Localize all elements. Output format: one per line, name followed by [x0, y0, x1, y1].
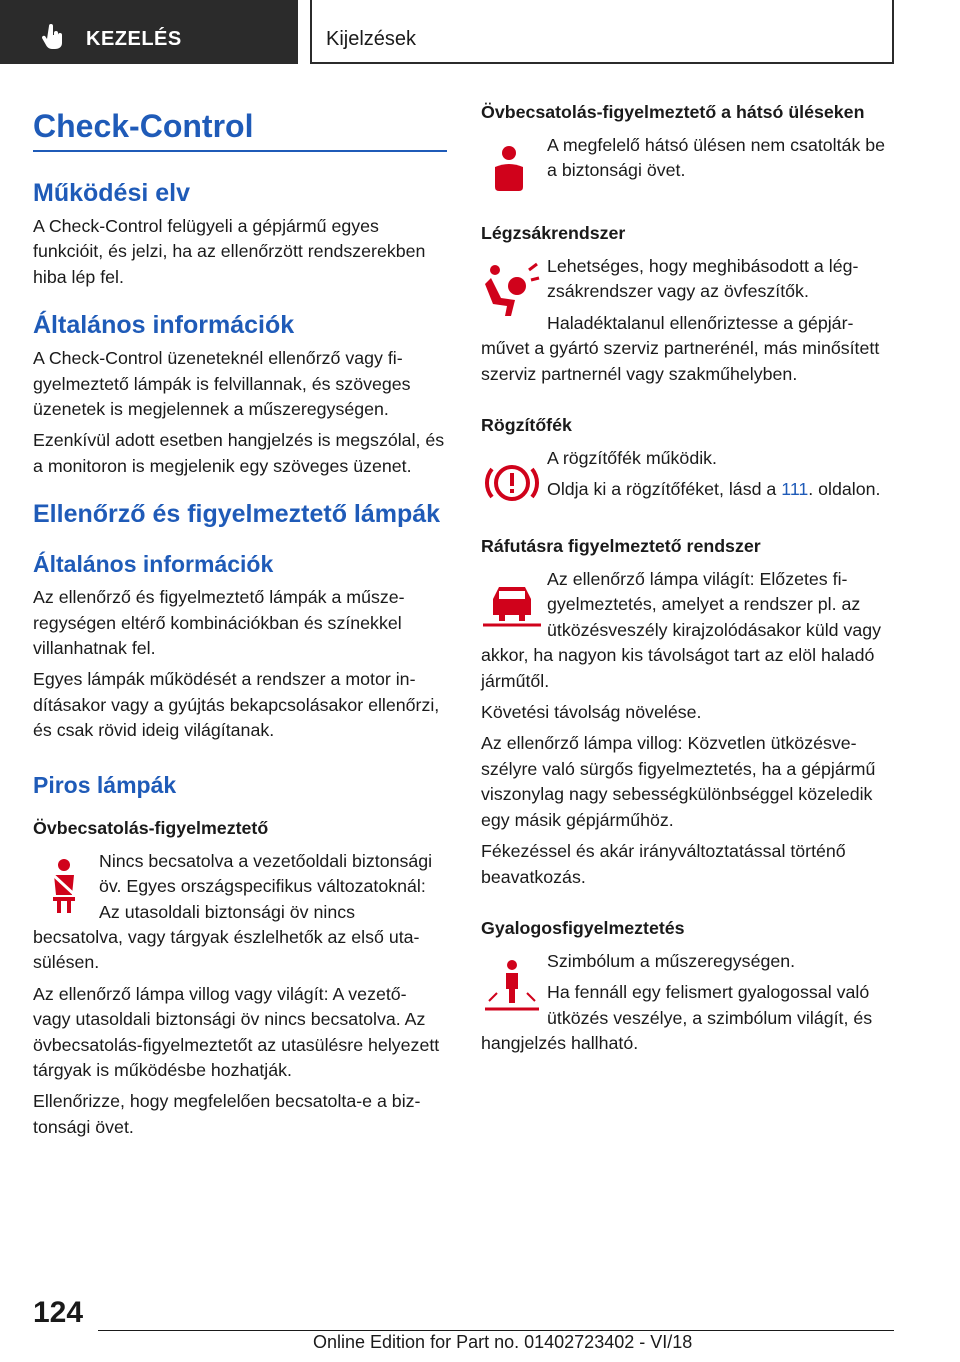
- title-rule: [33, 150, 447, 152]
- airbag-heading: Légzsákrendszer: [481, 223, 626, 243]
- section-heading-lamps: Ellenőrző és figyelmeztető lámpák: [33, 500, 441, 529]
- section-heading-general: Általános információk: [33, 311, 295, 340]
- collision-text-3: Az ellenőrző lámpa villog: Közvetlen ütközésveszélyre való sürgős figyelmeztetés, ha a gépjármű viszonylag nagy sebességkülönbséggel közeledik egy másik gépjárműhöz.: [481, 733, 876, 830]
- general-text-1: A Check-Control üzeneteknél ellenőrző vagy figyelmeztető lámpák is felvillannak, és szöveges üzenetek is megjelennek a műszeregységen.: [33, 348, 411, 420]
- airbag-text-1: Lehetséges, hogy meghibásodott a légzsákrendszer vagy az övfeszítők.: [547, 256, 859, 302]
- rear-belt-heading: Övbecsatolás-figyelmeztető a hátsó üléseken: [481, 102, 865, 122]
- brake-heading: Rögzítőfék: [481, 415, 572, 436]
- lamps-text-2: Egyes lámpák működését a rendszer a motor indításakor vagy a gyújtás bekapcsolásakor ellenőrzi, és csak rövid ideig világítanak.: [33, 669, 440, 741]
- collision-heading: Ráfutásra figyelmeztető rendszer: [481, 536, 761, 557]
- parking-brake-icon: [481, 452, 543, 514]
- subheading-red-lamps: Piros lámpák: [33, 771, 177, 798]
- rear-seat-person-icon: [481, 139, 543, 201]
- page-number: 124: [33, 1296, 84, 1329]
- section-tab[interactable]: [0, 0, 298, 64]
- rear-belt-text: A megfelelő hátsó ülésen nem csatolták be a biztonsági övet.: [547, 135, 886, 181]
- pedestrian-text-2: Ha fennáll egy felismert gyalogossal való ütközés veszélye, a szimbólum világít, és hangjelzés hallható.: [481, 982, 873, 1054]
- section-heading-principle: Működési elv: [33, 179, 190, 207]
- right-column: [481, 100, 891, 1063]
- hand-pointer-icon: [40, 24, 66, 50]
- general-text-2: Ezenkívül adott esetben hangjelzés is megszólal, és a monitoron is megjelenik egy szöveges üzenet.: [33, 430, 445, 476]
- collision-text-1: Az ellenőrző lámpa világít: Előzetes figyelmeztetés, amelyet a rendszer pl. az ütközésveszély kirajzolódásakor küld vagy akkor, ha nagyon kis távolságot tart az elöl haladó járműtől.: [481, 569, 882, 691]
- subheading-general: Általános információk: [33, 551, 274, 578]
- page-title: Check-Control: [33, 108, 254, 144]
- pedestrian-heading: Gyalogosfigyelmeztetés: [481, 917, 685, 938]
- pedestrian-warning-icon: [481, 955, 543, 1017]
- belt-text-2: Az ellenőrző lámpa villog vagy világít: A vezető- vagy utasoldali biztonsági öv nincs becsatolva. Az övbecsatolás-figyelmeztetőt az utasülésre helyezett tárgyak is működésbe hozhatják.: [33, 983, 440, 1080]
- chapter-tab-label: Kijelzések: [326, 28, 417, 50]
- brake-text-2: Oldja ki a rögzítőféket, lásd a 111. oldalon.: [547, 479, 881, 500]
- airbag-text-2: Haladéktalanul ellenőriztesse a gépjárművet a gyártó szerviz partnerénél, más minősített szerviz partnernél vagy szakműhelyben.: [481, 312, 880, 384]
- airbag-person-icon: [481, 260, 543, 322]
- lamps-text-1: Az ellenőrző és figyelmeztető lámpák a műszeregységen eltérő kombinációkban és színekkel villanhatnak fel.: [33, 587, 405, 659]
- belt-text: Nincs becsatolva a vezetőoldali biztonsági öv. Egyes országspecifikus változatoknál: Az utasoldali biztonsági öv nincs becsatolva, vagy tárgyak észlelhetők az első utasülésen.: [33, 850, 433, 973]
- belt-text-3: Ellenőrizze, hogy megfelelően becsatolta-e a biztonsági övet.: [33, 1091, 421, 1137]
- seatbelt-person-icon: [33, 855, 95, 917]
- footer-edition: Online Edition for Part no. 01402723402 - VI/18: [313, 1332, 693, 1352]
- belt-heading: Övbecsatolás-figyelmeztető: [33, 817, 269, 838]
- footer-rule: [98, 1330, 894, 1331]
- collision-text-4: Fékezéssel és akár irányváltoztatással történő beavatkozás.: [481, 841, 846, 887]
- section-tab-label: KEZELÉS: [86, 28, 182, 50]
- pedestrian-text-1: Szimbólum a műszeregységen.: [547, 950, 796, 971]
- chapter-tab[interactable]: [310, 0, 894, 64]
- brake-text-1: A rögzítőfék működik.: [547, 448, 717, 469]
- page-link[interactable]: 111: [781, 479, 809, 500]
- left-column: [33, 100, 447, 1146]
- car-front-warning-icon: [481, 573, 543, 635]
- collision-text-2: Követési távolság növelése.: [481, 702, 702, 723]
- principle-text: A Check-Control felügyeli a gépjármű egyes funkcióit, és jelzi, ha az ellenőrzött rendszerekben hiba lép fel.: [33, 216, 426, 287]
